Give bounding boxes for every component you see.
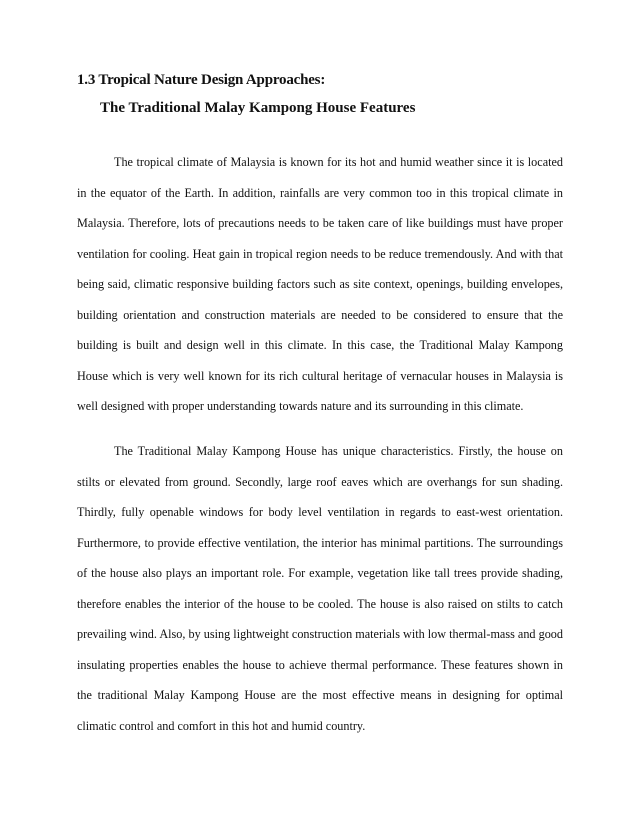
section-heading: 1.3 Tropical Nature Design Approaches:	[77, 72, 326, 88]
body-paragraph-2: The Traditional Malay Kampong House has unique characteristics. Firstly, the house on stilts or elevated from ground. Secondly, large roof eaves which are overhangs for sun shading. Thirdly, fully openable windows for body level ventilation in regards to east-west orientation. Furthermore, to provide effective ventilation, the interior has minimal partitions. The surroundings of the house also plays an important role. For example, vegetation like tall trees provide shading, therefore enables the interior of the house to be cooled. The house is also raised on stilts to catch prevailing wind. Also, by using lightweight construction materials with low thermal-mass and good insulating properties enables the house to achieve thermal performance. These features shown in the traditional Malay Kampong House are the most effective means in designing for optimal climatic control and comfort in this hot and humid country.	[77, 444, 563, 733]
body-paragraph-1: The tropical climate of Malaysia is known for its hot and humid weather since it is located in the equator of the Earth. In addition, rainfalls are very common too in this tropical climate in Malaysia. Therefore, lots of precautions needs to be taken care of like buildings must have proper ventilation for cooling. Heat gain in tropical region needs to be reduce tremendously. And with that being said, climatic responsive building factors such as site context, openings, building envelopes, building orientation and construction materials are needed to be considered to ensure that the building is built and design well in this climate. In this case, the Traditional Malay Kampong House which is very well known for its rich cultural heritage of vernacular houses in Malaysia is well designed with proper understanding towards nature and its surrounding in this climate.	[77, 155, 563, 413]
section-subheading: The Traditional Malay Kampong House Features	[100, 100, 416, 116]
